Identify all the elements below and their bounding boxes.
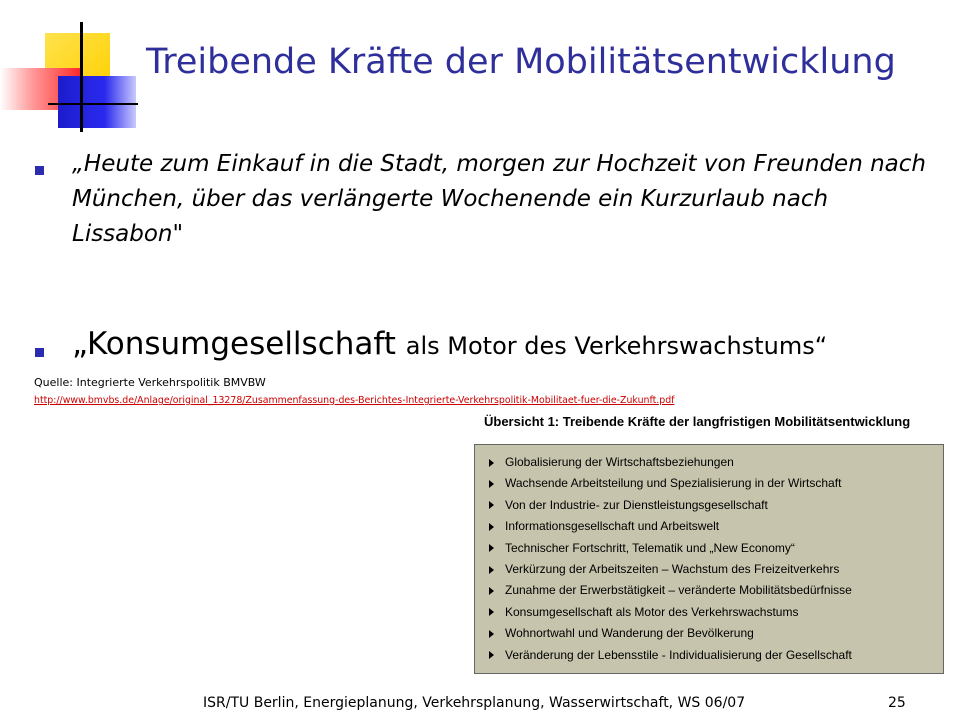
triangle-bullet-icon [489,608,494,616]
triangle-bullet-icon [489,630,494,638]
overview-list [475,445,943,666]
triangle-bullet-icon [489,587,494,595]
overview-title: Übersicht 1: Treibende Kräfte der langfristigen Mobilitätsentwicklung [484,414,911,429]
overview-item-label: Verkürzung der Arbeitszeiten – Wachstum des Freizeitverkehrs [505,561,840,576]
quote-emphasis: „Konsumgesellschaft [72,326,406,362]
overview-item [489,516,943,537]
slide-title: Treibende Kräfte der Mobilitätsentwicklung [146,42,896,82]
overview-item [489,645,943,666]
triangle-bullet-icon [489,501,494,509]
overview-item [489,602,943,623]
triangle-bullet-icon [489,566,494,574]
triangle-bullet-icon [489,523,494,531]
overview-box [474,444,944,674]
overview-item-label: Wachsende Arbeitsteilung und Spezialisierung in der Wirtschaft [505,476,842,491]
bullet-icon [35,348,44,357]
footer-text: ISR/TU Berlin, Energieplanung, Verkehrsplanung, Wasserwirtschaft, WS 06/07 [203,695,746,711]
quote-rest: als Motor des Verkehrswachstums“ [405,332,828,360]
overview-item [489,538,943,559]
overview-item-label: Von der Industrie- zur Dienstleistungsgesellschaft [505,497,768,512]
consumer-society-quote [72,326,827,362]
triangle-bullet-icon [489,480,494,488]
triangle-bullet-icon [489,459,494,467]
overview-item-label: Veränderung der Lebensstile - Individualisierung der Gesellschaft [505,647,852,662]
overview-item [489,452,943,473]
overview-item-label: Informationsgesellschaft und Arbeitswelt [505,519,720,534]
quote-text: „Heute zum Einkauf in die Stadt, morgen zur Hochzeit von Freunden nach München, über das verlängerte Wochenende ein Kurzurlaub nach Lissabon" [72,151,926,247]
bullet-icon [35,166,44,175]
source-label: Quelle: Integrierte Verkehrspolitik BMVBW [34,376,266,389]
triangle-bullet-icon [489,544,494,552]
corner-decoration [0,0,140,140]
overview-item [489,580,943,601]
triangle-bullet-icon [489,651,494,659]
horizontal-line [48,103,138,105]
overview-item [489,623,943,644]
source-link[interactable]: http://www.bmvbs.de/Anlage/original_13278/Zusammenfassung-des-Berichtes-Integrierte-Verkehrspolitik-Mobilitaet-fuer-die-Zukunft.pdf [34,395,675,406]
overview-item-label: Zunahme der Erwerbstätigkeit – veränderte Mobilitätsbedürfnisse [505,583,852,598]
page-number: 25 [888,695,906,711]
overview-item [489,473,943,494]
overview-item-label: Globalisierung der Wirtschaftsbeziehungen [505,455,734,469]
vertical-line [80,22,83,132]
overview-item [489,495,943,516]
blue-square [58,76,136,128]
overview-item-label: Technischer Fortschritt, Telematik und „New Economy“ [505,540,795,555]
overview-item-label: Konsumgesellschaft als Motor des Verkehrswachstums [505,604,799,619]
overview-item-label: Wohnortwahl und Wanderung der Bevölkerung [505,626,754,641]
overview-item [489,559,943,580]
